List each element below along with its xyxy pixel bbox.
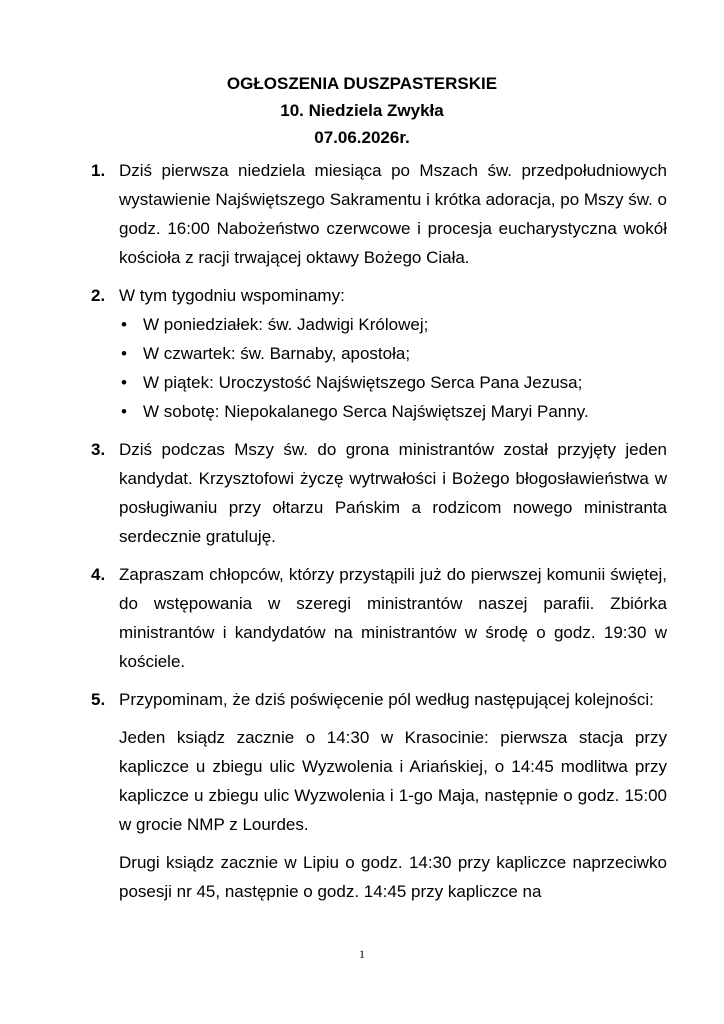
document-subtitle: 10. Niedziela Zwykła	[280, 101, 444, 120]
document-title: OGŁOSZENIA DUSZPASTERSKIE	[226, 74, 498, 93]
memorial-list	[119, 310, 667, 426]
item-number: 4.	[91, 565, 106, 584]
bullet-icon: •	[121, 344, 127, 363]
item-number: 3.	[91, 440, 106, 459]
announcement-item-3	[91, 435, 667, 551]
list-item	[119, 339, 667, 368]
announcement-header	[0, 70, 724, 151]
item-text: W tym tygodniu wspominamy:	[119, 286, 345, 305]
item-paragraph: Drugi ksiądz zacznie w Lipiu o godz. 14:30 przy kapliczce naprzeciwko posesji nr 45, następnie o godz. 14:45 przy kapliczce na	[119, 853, 667, 901]
item-paragraph: Jeden ksiądz zacznie o 14:30 w Krasocinie: pierwsza stacja przy kapliczce u zbiegu ulic Wyzwolenia i Ariańskiej, o 14:45 modlitwa przy kapliczce u zbiegu ulic Wyzwolenia i 1-go Maja, następnie o godz. 15:00 w grocie NMP z Lourdes.	[119, 728, 667, 834]
announcement-item-5	[91, 685, 667, 906]
page-number: 1	[359, 947, 365, 961]
announcement-item-4	[91, 560, 667, 676]
item-number: 1.	[91, 161, 106, 180]
bullet-icon: •	[121, 373, 127, 392]
item-text: Dziś podczas Mszy św. do grona ministrantów został przyjęty jeden kandydat. Krzysztofowi życzę wytrwałości i Bożego błogosławieństwa w posługiwaniu przy ołtarzu Pańskim a rodzicom nowego ministranta serdecznie gratuluję.	[119, 440, 667, 546]
document-date: 07.06.2026r.	[314, 128, 410, 147]
list-item-text: W czwartek: św. Barnaby, apostoła;	[143, 344, 411, 363]
list-item-text: W sobotę: Niepokalanego Serca Najświętszej Maryi Panny.	[143, 402, 589, 421]
announcement-item-2	[91, 281, 667, 426]
bullet-icon: •	[121, 315, 127, 334]
item-text: Przypominam, że dziś poświęcenie pól według następującej kolejności:	[119, 690, 654, 709]
announcement-list	[91, 156, 667, 915]
item-text: Dziś pierwsza niedziela miesiąca po Mszach św. przedpołudniowych wystawienie Najświętszego Sakramentu i krótka adoracja, po Mszy św. o godz. 16:00 Nabożeństwo czerwcowe i procesja eucharystyczna wokół kościoła z racji trwającej oktawy Bożego Ciała.	[119, 161, 668, 267]
list-item-text: W poniedziałek: św. Jadwigi Królowej;	[143, 315, 429, 334]
list-item	[119, 310, 667, 339]
item-number: 2.	[91, 286, 106, 305]
list-item-text: W piątek: Uroczystość Najświętszego Serca Pana Jezusa;	[143, 373, 583, 392]
list-item	[119, 368, 667, 397]
announcement-item-1	[91, 156, 667, 272]
list-item	[119, 397, 667, 426]
bullet-icon: •	[121, 402, 127, 421]
item-number: 5.	[91, 690, 106, 709]
item-text: Zapraszam chłopców, którzy przystąpili już do pierwszej komunii świętej, do wstępowania w szeregi ministrantów naszej parafii. Zbiórka ministrantów i kandydatów na ministrantów w środę o godz. 19:30 w kościele.	[119, 565, 667, 671]
